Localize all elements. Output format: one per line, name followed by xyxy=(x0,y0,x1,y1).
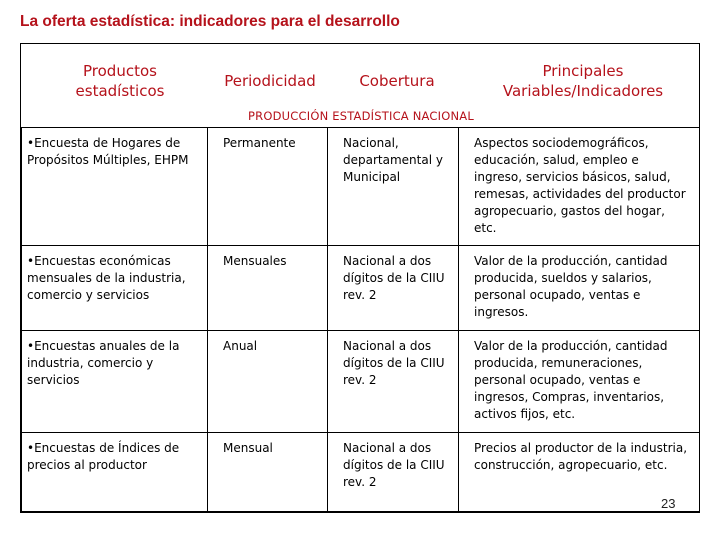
cell-coverage: Nacional, departamental y Municipal xyxy=(328,128,459,246)
section-label: PRODUCCIÓN ESTADÍSTICA NACIONAL xyxy=(248,109,474,123)
table-row xyxy=(22,128,700,246)
indicators-table xyxy=(21,127,700,512)
header-cobertura: Cobertura xyxy=(359,71,435,90)
cell-periodicity: Mensuales xyxy=(208,246,328,331)
cell-variables: Precios al productor de la industria, construcción, agropecuario, etc. xyxy=(459,433,700,512)
table-row xyxy=(22,331,700,433)
indicators-table-frame xyxy=(20,43,700,513)
cell-periodicity: Mensual xyxy=(208,433,328,512)
cell-coverage: Nacional a dos dígitos de la CIIU rev. 2 xyxy=(328,433,459,512)
cell-product: •Encuestas de Índices de precios al productor xyxy=(22,433,208,512)
cell-variables: Valor de la producción, cantidad producida, remuneraciones, personal ocupado, ventas e ingresos, Compras, inventarios, activos fijos, etc. xyxy=(459,331,700,433)
header-variables: Principales Variables/Indicadores xyxy=(502,61,664,100)
cell-product: •Encuestas económicas mensuales de la industria, comercio y servicios xyxy=(22,246,208,331)
cell-variables: Valor de la producción, cantidad producida, sueldos y salarios, personal ocupado, ventas e ingresos. xyxy=(459,246,700,331)
cell-periodicity: Anual xyxy=(208,331,328,433)
header-productos: Productos estadísticos xyxy=(75,61,165,100)
cell-coverage: Nacional a dos dígitos de la CIIU rev. 2 xyxy=(328,246,459,331)
page-number: 23 xyxy=(661,496,676,511)
slide-title: La oferta estadística: indicadores para el desarrollo xyxy=(20,13,400,30)
cell-periodicity: Permanente xyxy=(208,128,328,246)
cell-product: •Encuesta de Hogares de Propósitos Múltiples, EHPM xyxy=(22,128,208,246)
header-periodicidad: Periodicidad xyxy=(224,71,316,90)
cell-coverage: Nacional a dos dígitos de la CIIU rev. 2 xyxy=(328,331,459,433)
cell-product: •Encuestas anuales de la industria, comercio y servicios xyxy=(22,331,208,433)
table-row xyxy=(22,246,700,331)
table-row xyxy=(22,433,700,512)
cell-variables: Aspectos sociodemográficos, educación, salud, empleo e ingreso, servicios básicos, salud, remesas, actividades del productor agropecuario, gastos del hogar, etc. xyxy=(459,128,700,246)
